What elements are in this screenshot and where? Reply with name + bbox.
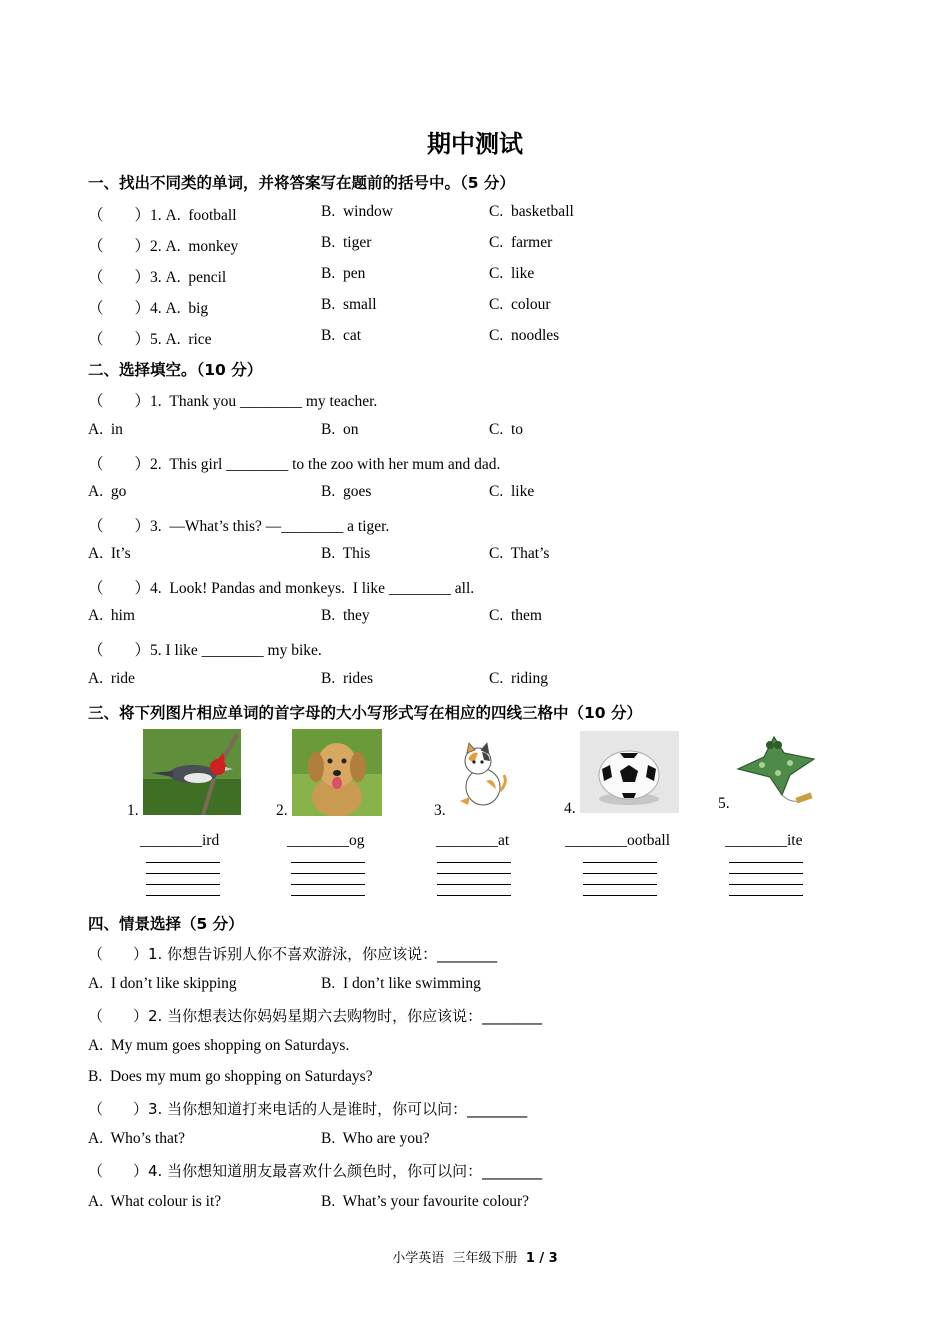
s4-q3: （ ）3. 当你想知道打来电话的人是谁时，你可以问：________ (88, 1100, 528, 1118)
page-title: 期中测试 (427, 130, 523, 158)
bird-icon (143, 729, 241, 815)
s2-q1-a: A. in (88, 421, 123, 438)
s2-q5-a: A. ride (88, 670, 135, 687)
s2-q5-c: C. riding (489, 670, 548, 687)
pic-5-number: 5. (718, 795, 730, 812)
writing-grid-1[interactable] (146, 862, 220, 896)
s4-q3-a: A. Who’s that? (88, 1130, 186, 1147)
s4-q2: （ ）2. 当你想表达你妈妈星期六去购物时，你应该说：________ (88, 1007, 543, 1025)
s1-q2-num: （ ）2. A. monkey (88, 238, 239, 255)
pic-2-number: 2. (276, 802, 288, 819)
pic-4-word: ________ootball (565, 832, 671, 849)
page-number: 1 / 3 (525, 1251, 558, 1266)
section-2-heading: 二、选择填空。（10 分） (88, 361, 263, 379)
s1-q5-num: （ ）5. A. rice (88, 331, 212, 348)
pic-5-word: ________ite (725, 832, 803, 849)
section-4-heading: 四、情景选择（5 分） (88, 915, 244, 933)
s4-q1: （ ）1. 你想告诉别人你不喜欢游泳，你应该说：________ (88, 945, 498, 963)
s2-q1: （ ）1. Thank you ________ my teacher. (88, 393, 378, 410)
section-3-heading: 三、将下列图片相应单词的首字母的大小写形式写在相应的四线三格中（10 分） (88, 704, 642, 722)
s4-q1-a: A. I don’t like skipping (88, 975, 237, 992)
s1-q5-b: B. cat (321, 327, 362, 344)
s4-q2-b: B. Does my mum go shopping on Saturdays? (88, 1068, 373, 1085)
writing-grid-3[interactable] (437, 862, 511, 896)
cat-icon (456, 741, 510, 809)
s1-q2-b: B. tiger (321, 234, 372, 251)
s1-q3-b: B. pen (321, 265, 366, 282)
s2-q5-b: B. rides (321, 670, 374, 687)
s4-q4-b: B. What’s your favourite colour? (321, 1193, 530, 1210)
s4-q2-a: A. My mum goes shopping on Saturdays. (88, 1037, 350, 1054)
s1-q3-c: C. like (489, 265, 535, 282)
s2-q1-b: B. on (321, 421, 359, 438)
s1-q4-c: C. colour (489, 296, 551, 313)
s2-q1-c: C. to (489, 421, 524, 438)
s2-q2-c: C. like (489, 483, 535, 500)
s2-q3-a: A. It’s (88, 545, 131, 562)
s4-q3-b: B. Who are you? (321, 1130, 430, 1147)
writing-grid-5[interactable] (729, 862, 803, 896)
page-footer (0, 1247, 950, 1266)
s2-q4-b: B. they (321, 607, 370, 624)
s1-q4-num: （ ）4. A. big (88, 300, 209, 317)
footer-text: 小学英语 三年级下册 (392, 1251, 526, 1266)
pic-3-word: ________at (436, 832, 510, 849)
s1-q3-num: （ ）3. A. pencil (88, 269, 227, 286)
s1-q5-c: C. noodles (489, 327, 560, 344)
kite-icon (734, 733, 818, 811)
writing-grid-4[interactable] (583, 862, 657, 896)
s1-q1-num: （ ）1. A. football (88, 207, 237, 224)
s1-q1-b: B. window (321, 203, 393, 220)
section-1-heading: 一、找出不同类的单词，并将答案写在题前的括号中。（5 分） (88, 174, 515, 192)
s4-q1-b: B. I don’t like swimming (321, 975, 481, 992)
s2-q3: （ ）3. —What’s this? —________ a tiger. (88, 518, 390, 535)
pic-1-word: ________ird (140, 832, 220, 849)
s2-q2-a: A. go (88, 483, 127, 500)
pic-3-number: 3. (434, 802, 446, 819)
writing-grid-2[interactable] (291, 862, 365, 896)
s4-q4-a: A. What colour is it? (88, 1193, 222, 1210)
s2-q4-c: C. them (489, 607, 542, 624)
s1-q2-c: C. farmer (489, 234, 553, 251)
pic-2-word: ________og (287, 832, 365, 849)
pic-4-number: 4. (564, 800, 576, 817)
s2-q2-b: B. goes (321, 483, 372, 500)
dog-icon (292, 729, 382, 816)
football-icon (580, 731, 679, 813)
s4-q4: （ ）4. 当你想知道朋友最喜欢什么颜色时，你可以问：________ (88, 1162, 543, 1180)
s2-q3-c: C. That’s (489, 545, 550, 562)
s2-q3-b: B. This (321, 545, 371, 562)
s1-q4-b: B. small (321, 296, 377, 313)
pic-1-number: 1. (127, 802, 139, 819)
s1-q1-c: C. basketball (489, 203, 574, 220)
s2-q5: （ ）5. I like ________ my bike. (88, 642, 322, 659)
s2-q2: （ ）2. This girl ________ to the zoo with her mum and dad. (88, 456, 501, 473)
s2-q4: （ ）4. Look! Pandas and monkeys. I like ________ all. (88, 580, 475, 597)
s2-q4-a: A. him (88, 607, 135, 624)
